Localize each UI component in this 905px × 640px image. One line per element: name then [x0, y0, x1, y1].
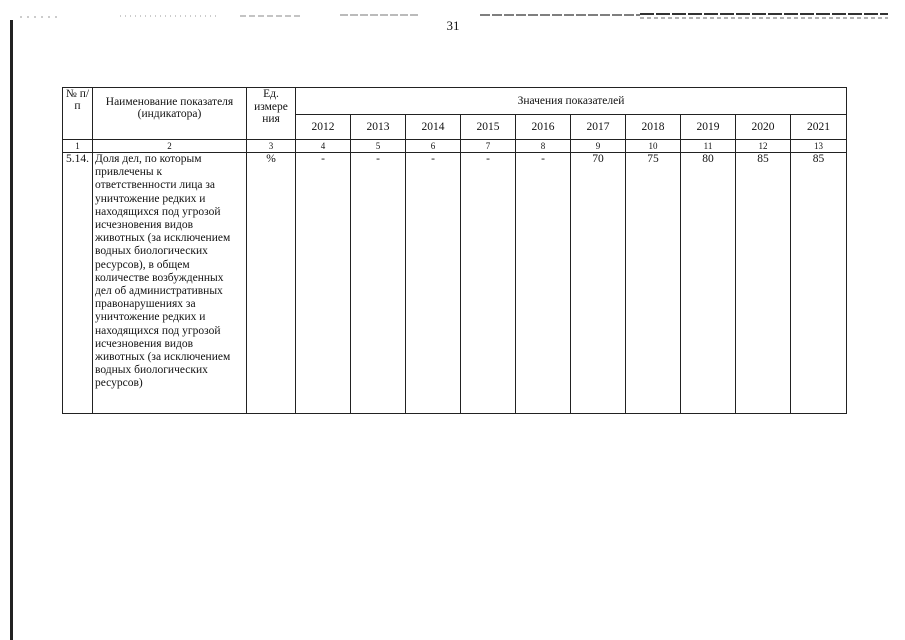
header-num: № п/п — [63, 88, 93, 140]
name-line: водных биологических — [95, 245, 208, 258]
column-number: 9 — [571, 140, 626, 153]
name-line: Доля дел, по которым — [95, 153, 202, 165]
name-line: находящихся под угрозой — [95, 205, 221, 218]
column-number: 8 — [516, 140, 571, 153]
name-line: находящихся под угрозой — [95, 324, 221, 337]
name-line: привлечены к — [95, 166, 163, 179]
value-cell: 70 — [571, 153, 626, 414]
header-year: 2020 — [736, 115, 791, 140]
column-number: 12 — [736, 140, 791, 153]
name-line: исчезновения видов — [95, 337, 194, 350]
name-line: ответственности лица за — [95, 179, 216, 192]
name-line: уничтожение редких и — [95, 311, 206, 324]
value-cell: - — [461, 153, 516, 414]
column-number: 6 — [406, 140, 461, 153]
value-cell: 75 — [626, 153, 681, 414]
column-number: 10 — [626, 140, 681, 153]
name-line: уничтожение редких и — [95, 192, 206, 205]
header-year: 2012 — [296, 115, 351, 140]
column-number: 4 — [296, 140, 351, 153]
value-cell: 85 — [791, 153, 847, 414]
name-line: исчезновения видов — [95, 219, 194, 232]
header-year: 2021 — [791, 115, 847, 140]
value-cell: 80 — [681, 153, 736, 414]
row-num: 5.14. — [63, 153, 93, 414]
name-line: правонарушениях за — [95, 298, 196, 311]
name-line: количестве возбужденных — [95, 271, 224, 284]
column-number: 13 — [791, 140, 847, 153]
header-year: 2013 — [351, 115, 406, 140]
column-number: 5 — [351, 140, 406, 153]
page-number: 31 — [446, 18, 460, 33]
row-unit: % — [247, 153, 296, 414]
name-line: ресурсов), в общем — [95, 258, 190, 271]
value-cell: 85 — [736, 153, 791, 414]
header-indicator-name: Наименование показателя (индикатора) — [93, 88, 247, 140]
column-number: 2 — [93, 140, 247, 153]
table-row — [63, 153, 847, 414]
name-line: животных (за исключением — [95, 232, 231, 245]
name-line: водных биологических — [95, 364, 208, 377]
scan-left-edge — [10, 20, 13, 640]
column-number: 3 — [247, 140, 296, 153]
name-line: дел об административных — [95, 285, 223, 298]
name-line: ресурсов) — [95, 377, 143, 390]
value-cell: - — [516, 153, 571, 414]
header-year: 2014 — [406, 115, 461, 140]
value-cell: - — [296, 153, 351, 414]
header-year: 2015 — [461, 115, 516, 140]
indicator-table — [62, 87, 847, 414]
column-number: 7 — [461, 140, 516, 153]
column-number: 1 — [63, 140, 93, 153]
row-indicator-name — [93, 153, 247, 414]
header-year: 2016 — [516, 115, 571, 140]
header-year: 2019 — [681, 115, 736, 140]
column-number: 11 — [681, 140, 736, 153]
value-cell: - — [406, 153, 461, 414]
value-cell: - — [351, 153, 406, 414]
header-year: 2017 — [571, 115, 626, 140]
header-unit: Ед. измере ния — [247, 88, 296, 140]
name-line: животных (за исключением — [95, 351, 231, 364]
header-year: 2018 — [626, 115, 681, 140]
header-values-group: Значения показателей — [296, 88, 847, 115]
